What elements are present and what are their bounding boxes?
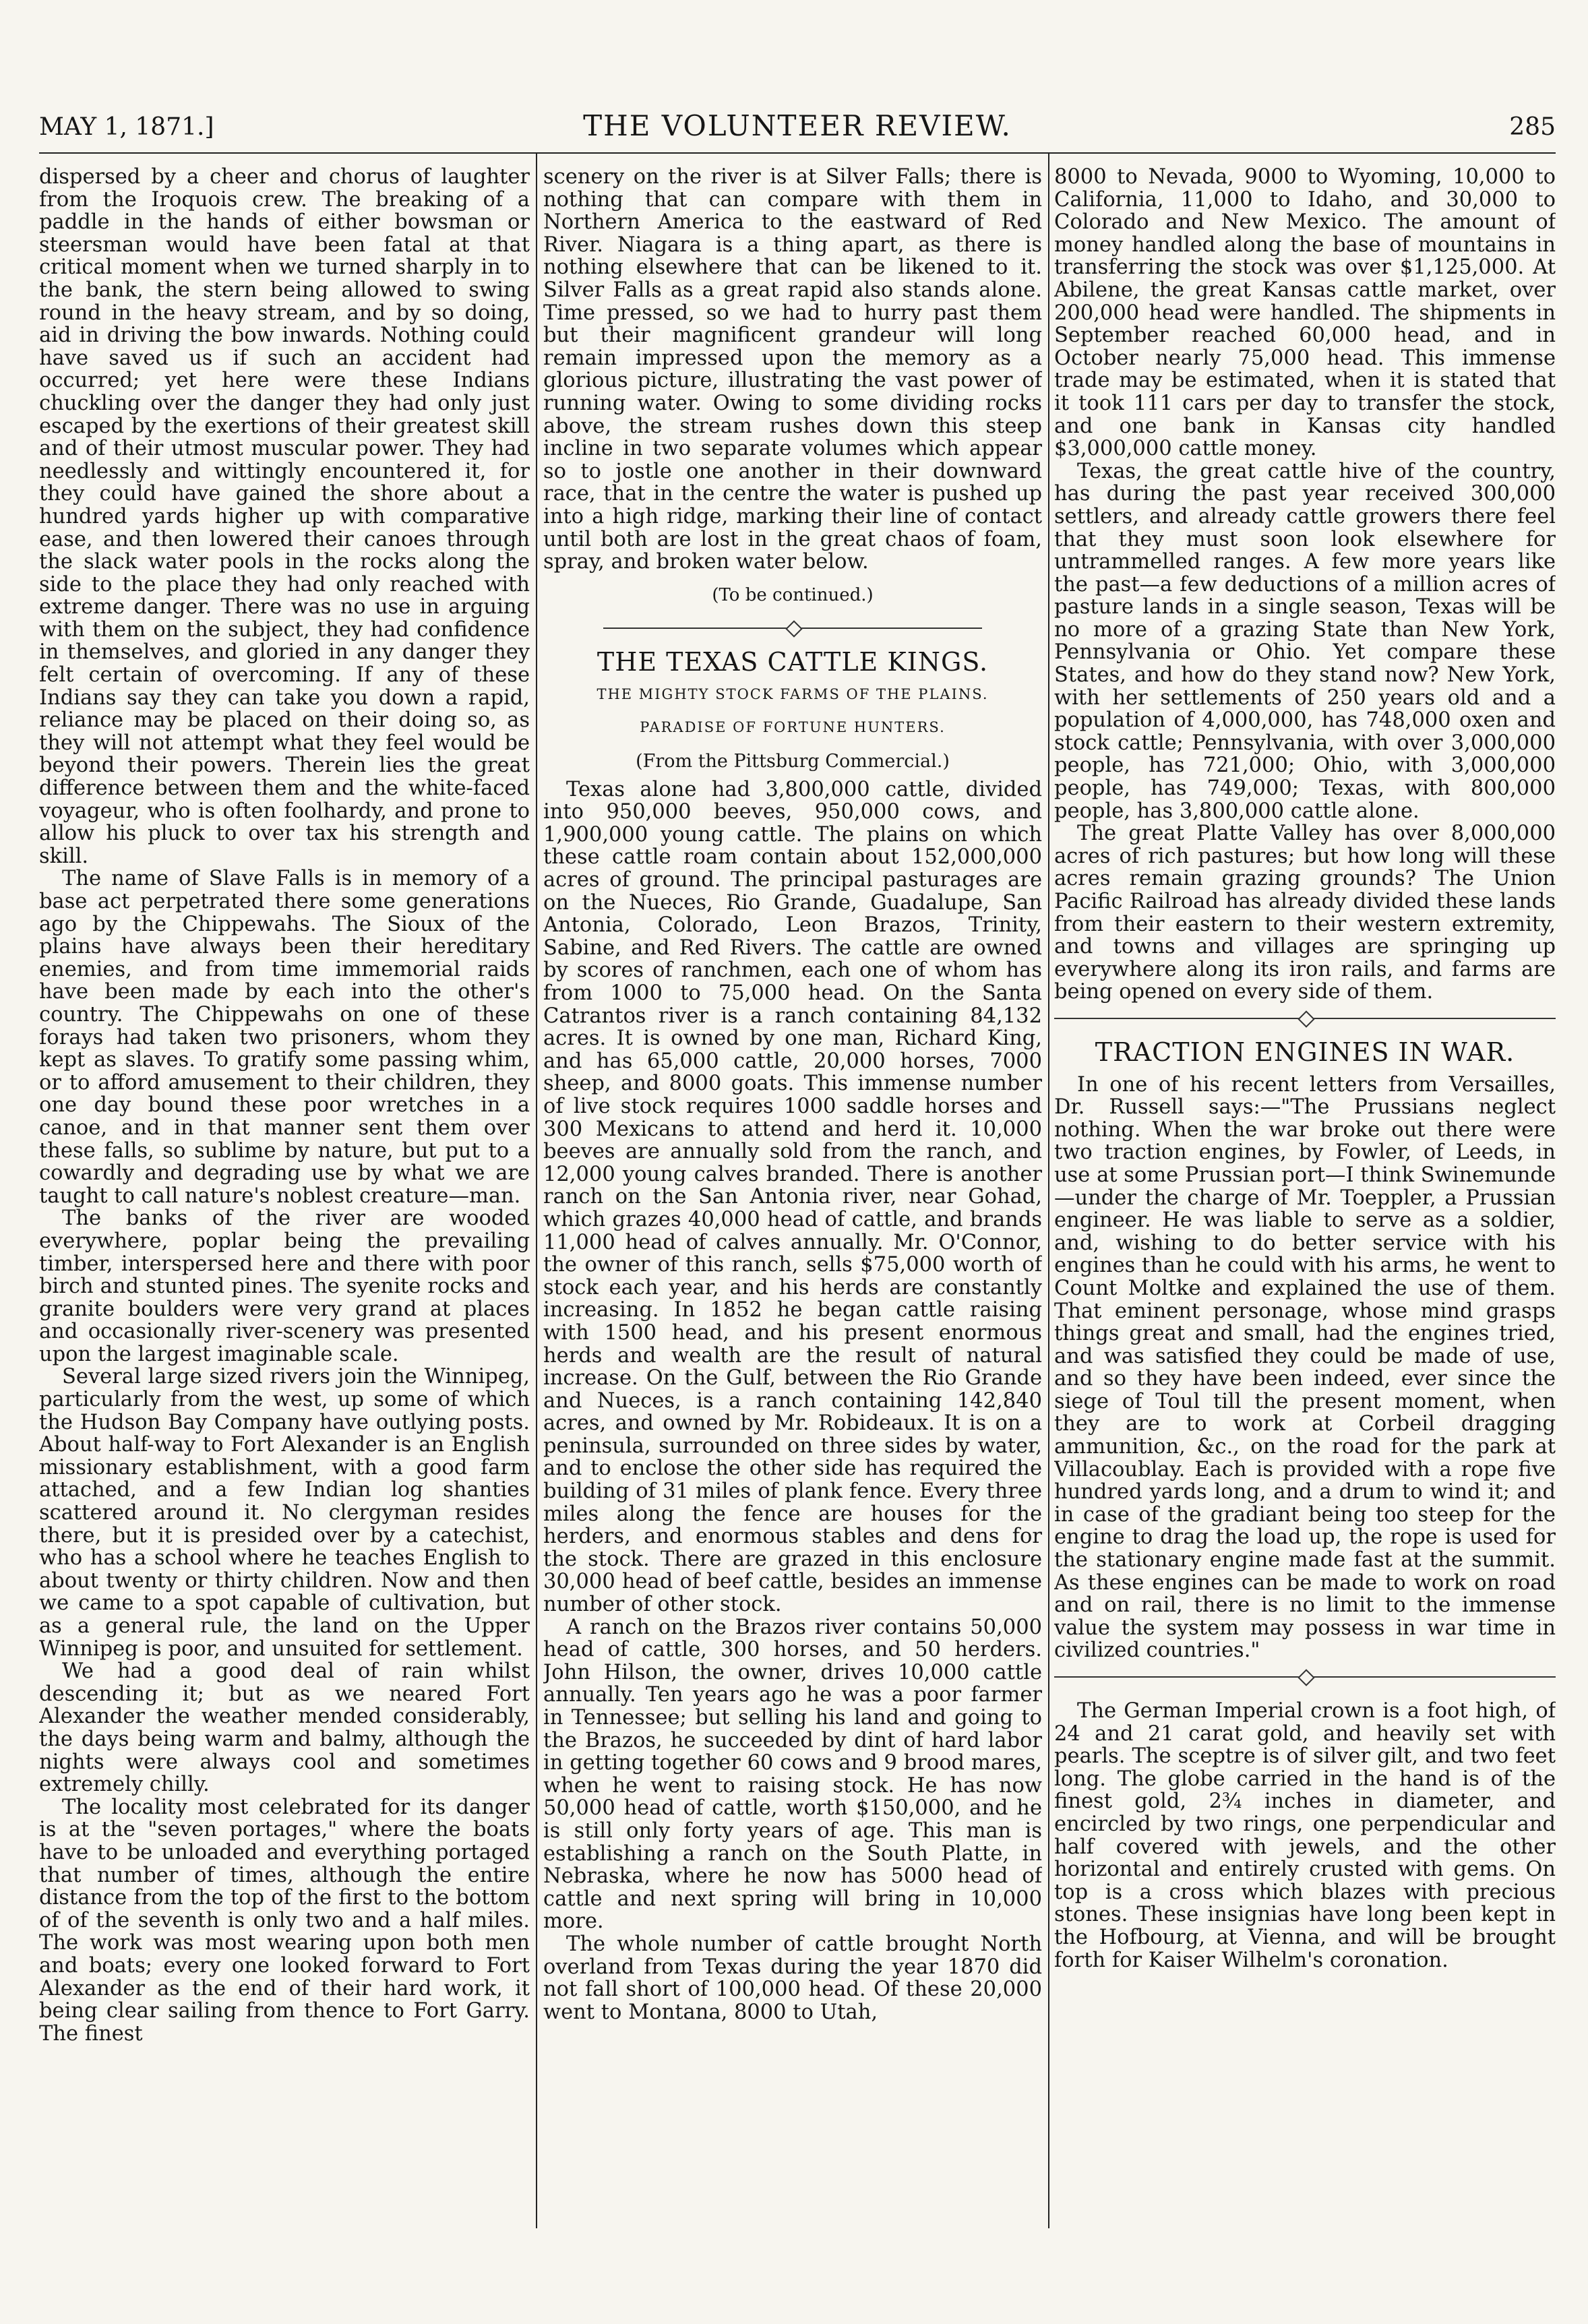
article-subheading: PARADISE OF FORTUNE HUNTERS. [640, 719, 946, 736]
publication-title: THE VOLUNTEER REVIEW. [583, 109, 1012, 142]
article-paragraph: Texas alone had 3,800,000 cattle, divided into 950,000 beeves, 950,000 cows, and 1,900,000 young cattle. The plains on which these cattle roam contain about 152,000,000 acres of ground. The principal pasturages are on the Nueces, Rio Grande, Guadalupe, San Antonia, Colorado, Leon Brazos, Trinity, Sabine, and Red Rivers. The cattle are owned by scores of ranchmen, each one of whom has from 1000 to 75,000 head. On the Santa Catrantos river is a ranch containing 84,132 acres. It is owned by one man, Richard King, and has 65,000 cattle, 20,000 horses, 7000 sheep, and 8000 goats. This immense number of live stock requires 1000 saddle horses and 300 Mexicans to attend and herd it. 10,000 beeves are annually sold from the ranch, and 12,000 young calves branded. There is another ranch on the San Antonia river, near Gohad, which grazes 40,000 head of cattle, and brands 11,000 head of calves annually. Mr. O'Connor, the owner of this ranch, sells $75,000 worth of stock each year, and his herds are constantly increasing. In 1852 he began cattle raising with 1500 head, and his present enormous herds and wealth are the result of natural increase. On the Gulf, between the Rio Grande and Nueces, is a ranch containing 142,840 acres, and owned by Mr. Robideaux. It is on a peninsula, surrounded on three sides by water, and to enclose the other side has required the building of 31 miles of plank fence. Every three miles along the fence are houses for the herders, and enormous stables and dens for the stock. There are grazed in this enclosure 30,000 head of beef cattle, besides an immense number of other stock. [543, 777, 1042, 1617]
page-number: 285 [1509, 113, 1556, 141]
section-separator [1054, 1010, 1556, 1027]
article-paragraph: The whole number of cattle brought North overland from Texas during the year 1870 did not fall short of 100,000 head. Of these 20,000 went to Montana, 8000 to Utah, [543, 1932, 1042, 2024]
column-3 [1054, 166, 1556, 2228]
article-paragraph: The German Imperial crown is a foot high, of 24 and 21 carat gold, and heavily set with pearls. The sceptre is of silver gilt, and two feet long. The globe carried in the hand is of the finest gold, 2¾ inches in diameter, and encircled by two rings, one perpendicular and half covered with jewels, and the other horizontal and entirely crusted with gems. On top is a cross which blazes with precious stones. These insignias have long been kept in the Hofbourg, at Vienna, and will be brought forth for Kaiser Wilhelm's coronation. [1054, 1699, 1556, 1972]
column-1 [39, 166, 530, 2228]
article-paragraph: scenery on the river is at Silver Falls; there is nothing that can compare with them in Northern America to the eastward of Red River. Niagara is a thing apart, as there is nothing elsewhere that can be likened to it. Silver Falls as a great rapid also stands alone. Time pressed, so we had to hurry past them but their magnificent grandeur will long remain impressed upon the memory as a glorious picture, illustrating the vast power of running water. Owing to some dividing rocks above, the stream rushes down this steep incline in two separate volumes which appear so to jostle one another in their downward race, that in the centre the water is pushed up into a high ridge, marking their line of contact until both are lost in the great chaos of foam, spray, and broken water below. [543, 166, 1042, 574]
section-separator [543, 620, 1042, 636]
article-paragraph: We had a good deal of rain whilst descending it; but as we neared Fort Alexander the weather mended considerably, the days being warm and balmy, although the nights were always cool and sometimes extremely chilly. [39, 1659, 530, 1797]
article-paragraph: The locality most celebrated for its danger is at the "seven portages," where the boats have to be unloaded and everything portaged that number of times, although the entire distance from the top of the first to the bottom of of the seventh is only two and a half miles. The work was most wearing upon both men and boats; every one looked forward to Fort Alexander as the end of their hard work, it being clear sailing from thence to Fort Garry. The finest [39, 1795, 530, 2046]
column-rule [1048, 152, 1049, 2228]
article-paragraph: Texas, the great cattle hive of the country, has during the past year received 300,000 settlers, and already cattle growers there feel that they must soon look elsewhere for untrammelled ranges. A few more years like the past—a few deductions of a million acres of pasture lands in a single season, Texas will be no more of a grazing State than New York, Pennsylvania or Ohio. Yet compare these States, and how do they stand now? New York, with her settlements of 250 years old and a population of 4,000,000, has 748,000 oxen and stock cattle; Pennsylvania, with over 3,000,000 people, has 721,000; Ohio, with 3,000,000 people, has 749,000; Texas, with 800,000 people, has 3,800,000 cattle alone. [1054, 459, 1556, 823]
article-paragraph: The great Platte Valley has over 8,000,000 acres of rich pastures; but how long will these acres remain grazing grounds? The Union Pacific Railroad has already divided these lands from their eastern to their western extremity, and towns and villages are springing up everywhere along its iron rails, and farms are being opened on every side of them. [1054, 822, 1556, 1004]
article-paragraph: In one of his recent letters from Versailles, Dr. Russell says:—"The Prussians neglect nothing. When the war broke out there were two traction engines, by Fowler, of Leeds, in use at some Prussian port—I think Swinemunde—under the charge of Mr. Toeppler, a Prussian engineer. He was liable to serve as a soldier, and, wishing to do better service with his engines than he could with his arms, he went to Count Moltke and explained the use of them. That eminent personage, whose mind grasps things great and small, had the engines tried, and was satisfied they could be made of use, and so they have been indeed, ever since the siege of Toul till the present moment, when they are to work at Corbeil dragging ammunition, &c., on the road for the park at Villacoublay. Each is provided with a rope five hundred yards long, and a drum to wind it; and in case of the gradiant being too steep for the engine to drag the load up, the rope is used for the stationary engine made fast at the summit. As these engines can be made to work on road and on rail, there is no limit to the immense value the system may possess in war time in civilized countries." [1054, 1072, 1556, 1663]
continued-note: (To be continued.) [712, 584, 874, 605]
page-header [39, 108, 1556, 154]
article-paragraph: 8000 to Nevada, 9000 to Wyoming, 10,000 to California, 11,000 to Idaho, and 30,000 to Colorado and New Mexico. The amount of money handled along the base of mountains in transferring the stock was over $1,125,000. At Abilene, the great Kansas cattle market, over 200,000 head were handled. The shipments in September reached 60,000 head, and in October nearly 75,000 head. This immense trade may be estimated, when it is stated that it took 111 cars per day to transfer the stock, and one bank in Kansas city handled $3,000,000 cattle money. [1054, 166, 1556, 461]
article-paragraph: Several large sized rivers join the Winnipeg, particularly from the west, up some of which the Hudson Bay Company have outlying posts. About half-way to Fort Alexander is an English missionary establishment, with a good farm attached, and a few Indian log shanties scattered around it. No clergyman resides there, but it is presided over by a catechist, who has a school where he teaches English to about twenty or thirty children. Now and then we came to a spot capable of cultivation, but as a general rule, the land on the Upper Winnipeg is poor, and unsuited for settlement. [39, 1365, 530, 1661]
article-paragraph: dispersed by a cheer and chorus of laughter from the Iroquois crew. The breaking of a paddle in the hands of either bowsman or steersman would have been fatal at that critical moment when we turned sharply in to the bank, the stern being allowed to swing round in the heavy stream, and by so doing, aid in driving the bow inwards. Nothing could have saved us if such an accident had occurred; yet here were these Indians chuckling over the danger they had only just escaped by the exertions of their greatest skill and of their utmost muscular power. They had needlessly and wittingly encountered it, for they could have gained the shore about a hundred yards higher up with comparative ease, and then lowered their canoes through the slack water pools in the rocks along the side to the place they had only reached with extreme danger. There was no use in arguing with them on the subject, they had confidence in themselves, and gloried in any danger they felt certain of overcoming. If any of these Indians say they can take you down a rapid, reliance may be placed on their doing so, as they will not attempt what they feel would be beyond their powers. Therein lies the great difference between them and the white-faced voyageur, who is often foolhardy, and prone to allow his pluck to over tax his strength and skill. [39, 166, 530, 868]
article-paragraph: The banks of the river are wooded everywhere, poplar being the prevailing timber, interspersed here and there with poor birch and stunted pines. The syenite rocks and granite boulders were very grand at places and occasionally river-scenery was presented upon the largest imaginable scale. [39, 1206, 530, 1366]
article-source: (From the Pittsburg Commercial.) [636, 751, 950, 772]
article-heading: THE TEXAS CATTLE KINGS. [597, 647, 989, 677]
article-heading: TRACTION ENGINES IN WAR. [1095, 1037, 1515, 1067]
section-separator [1054, 1669, 1556, 1685]
column-2 [543, 166, 1042, 2228]
article-subheading: THE MIGHTY STOCK FARMS OF THE PLAINS. [597, 685, 989, 702]
article-paragraph: A ranch on the Brazos river contains 50,000 head of cattle, 300 horses, and 50 herders. John Hilson, the owner, drives 10,000 cattle annually. Ten years ago he was a poor farmer in Tennessee; but selling his land and going to the Brazos, he succeeded by dint of hard labor in getting together 60 cows and 9 brood mares, when he went to raising stock. He has now 50,000 head of cattle, worth $150,000, and he is still only forty years of age. This man is establishing a ranch on the South Platte, in Nebraska, where he now has 5000 head of cattle and next spring will bring in 10,000 more. [543, 1615, 1042, 1934]
column-rule [536, 152, 537, 2228]
issue-date: MAY 1, 1871.] [39, 113, 214, 141]
article-paragraph: The name of Slave Falls is in memory of a base act perpetrated there some generations ago by the Chippewahs. The Sioux of the plains have always been their hereditary enemies, and from time immemorial raids have been made by each into the other's country. The Chippewahs on one of these forays had taken two prisoners, whom they kept as slaves. To gratify some passing whim, or to afford amusement to their children, they one day bound these poor wretches in a canoe, and in that manner sent them over these falls, so sublime by nature, but put to a cowardly and degrading use by what we are taught to call nature's noblest creature—man. [39, 867, 530, 1208]
